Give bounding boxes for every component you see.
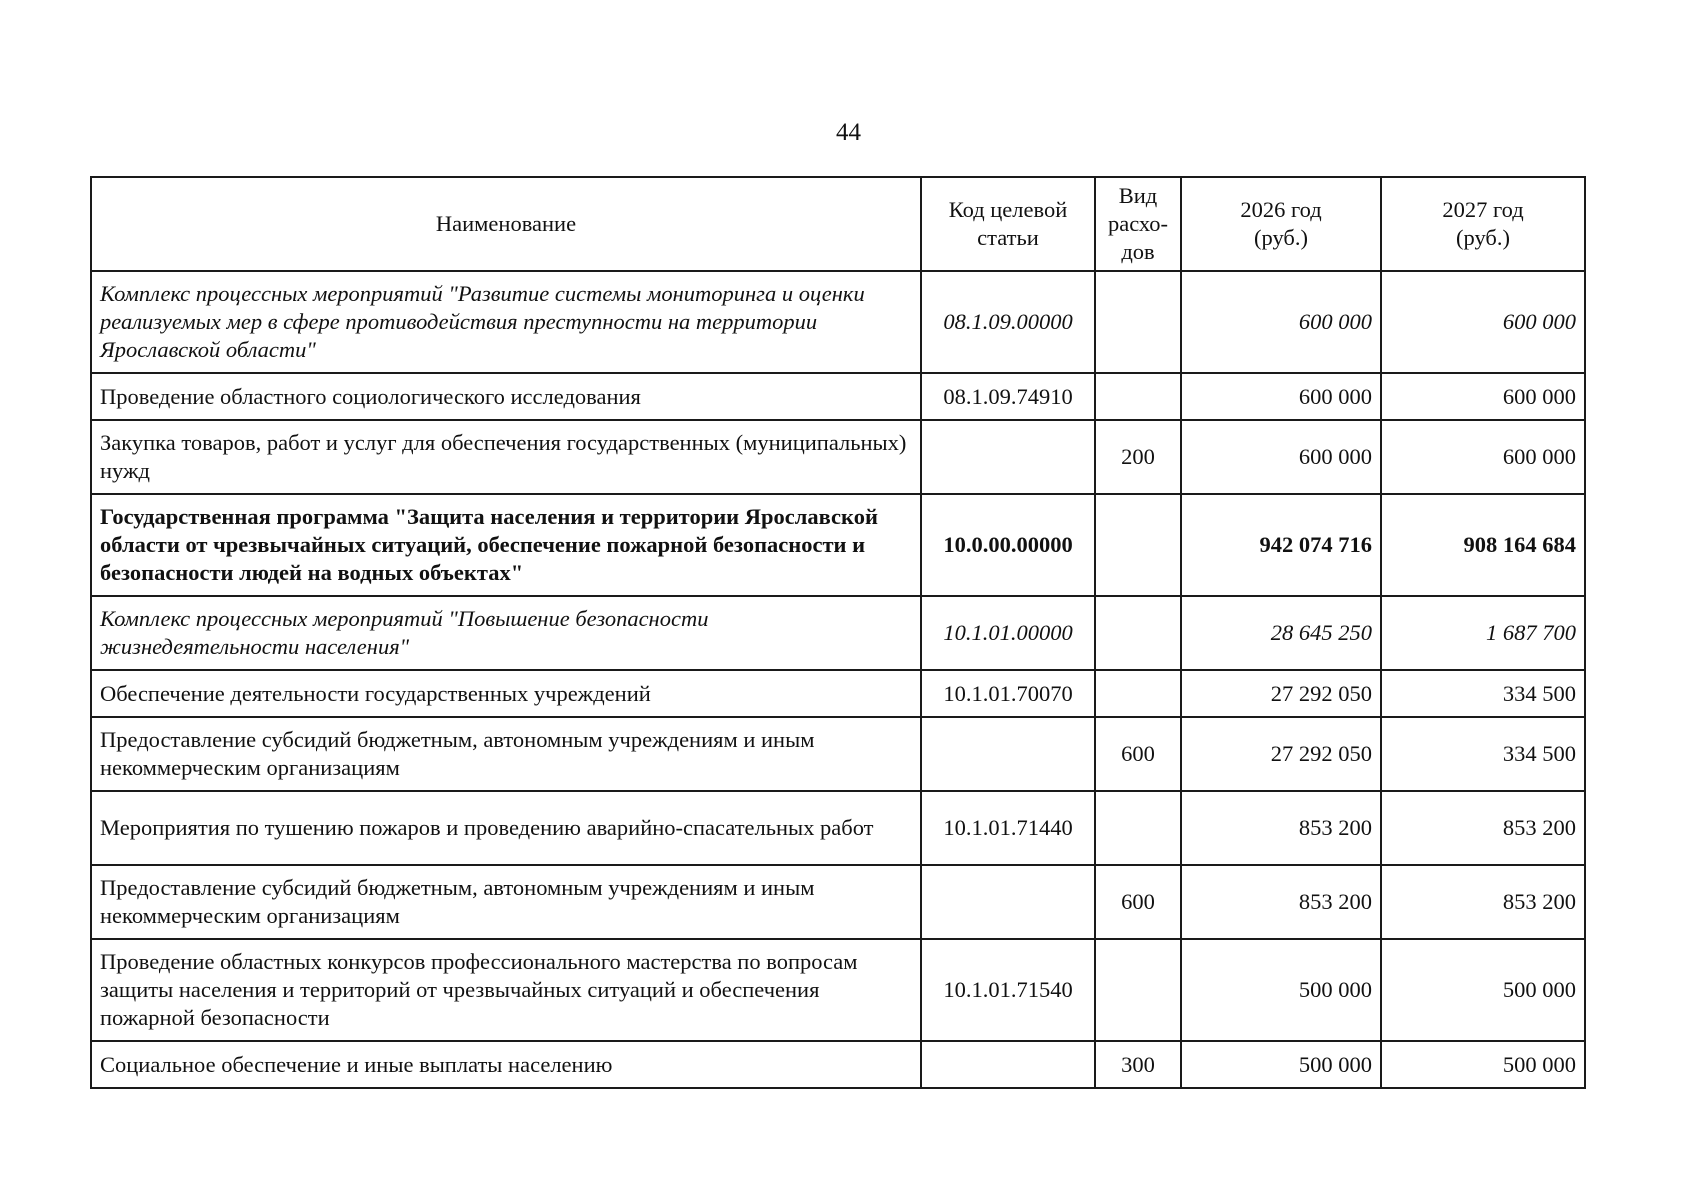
row-code: 10.1.01.71540 <box>921 939 1095 1041</box>
row-2027: 600 000 <box>1381 420 1585 494</box>
header-2026 <box>1181 177 1381 271</box>
row-2026: 600 000 <box>1181 271 1381 373</box>
table-row <box>91 1041 1585 1088</box>
row-name: Социальное обеспечение и иные выплаты населению <box>91 1041 921 1088</box>
row-2027: 600 000 <box>1381 271 1585 373</box>
row-type <box>1095 596 1181 670</box>
header-2027 <box>1381 177 1585 271</box>
row-type: 600 <box>1095 717 1181 791</box>
row-code: 08.1.09.74910 <box>921 373 1095 420</box>
header-code <box>921 177 1095 271</box>
header-2026-text: 2026 год (руб.) <box>1240 197 1322 250</box>
row-2026: 28 645 250 <box>1181 596 1381 670</box>
row-type: 200 <box>1095 420 1181 494</box>
row-type: 300 <box>1095 1041 1181 1088</box>
row-code: 10.1.01.71440 <box>921 791 1095 865</box>
row-type <box>1095 271 1181 373</box>
row-2026: 27 292 050 <box>1181 717 1381 791</box>
row-2026: 500 000 <box>1181 1041 1381 1088</box>
header-code-text: Код целевой статьи <box>948 197 1068 250</box>
row-name: Государственная программа "Защита населения и территории Ярославской области от чрезвычайных ситуаций, обеспечение пожарной безопасности и безопасности людей на водных объектах" <box>91 494 921 596</box>
table-row <box>91 670 1585 717</box>
row-name: Комплекс процессных мероприятий "Развитие системы мониторинга и оценки реализуемых мер в сфере противодействия преступности на территории Ярославской области" <box>91 271 921 373</box>
row-type <box>1095 791 1181 865</box>
row-type <box>1095 670 1181 717</box>
row-name: Проведение областных конкурсов профессионального мастерства по вопросам защиты населения и территорий от чрезвычайных ситуаций и обеспечения пожарной безопасности <box>91 939 921 1041</box>
row-2026: 27 292 050 <box>1181 670 1381 717</box>
row-2027: 334 500 <box>1381 670 1585 717</box>
row-2026: 942 074 716 <box>1181 494 1381 596</box>
table-row <box>91 865 1585 939</box>
row-code: 10.1.01.00000 <box>921 596 1095 670</box>
row-name: Закупка товаров, работ и услуг для обеспечения государственных (муниципальных) нужд <box>91 420 921 494</box>
row-name: Мероприятия по тушению пожаров и проведению аварийно-спасательных работ <box>91 791 921 865</box>
row-code <box>921 717 1095 791</box>
row-2026: 600 000 <box>1181 373 1381 420</box>
row-2027: 908 164 684 <box>1381 494 1585 596</box>
row-2027: 600 000 <box>1381 373 1585 420</box>
table-row <box>91 494 1585 596</box>
header-type-text: Вид расхо-дов <box>1107 183 1169 264</box>
row-2027: 1 687 700 <box>1381 596 1585 670</box>
table-row <box>91 717 1585 791</box>
budget-table <box>90 176 1586 1089</box>
row-2026: 853 200 <box>1181 865 1381 939</box>
row-2026: 500 000 <box>1181 939 1381 1041</box>
row-code <box>921 420 1095 494</box>
row-2026: 853 200 <box>1181 791 1381 865</box>
table-row <box>91 420 1585 494</box>
table-row <box>91 373 1585 420</box>
table-row <box>91 791 1585 865</box>
row-2027: 853 200 <box>1381 791 1585 865</box>
row-code <box>921 865 1095 939</box>
row-name: Комплекс процессных мероприятий "Повышение безопасности жизнедеятельности населения" <box>91 596 921 670</box>
row-code: 10.1.01.70070 <box>921 670 1095 717</box>
row-name: Проведение областного социологического исследования <box>91 373 921 420</box>
row-name: Обеспечение деятельности государственных учреждений <box>91 670 921 717</box>
row-type <box>1095 494 1181 596</box>
row-type <box>1095 939 1181 1041</box>
row-name: Предоставление субсидий бюджетным, автономным учреждениям и иным некоммерческим организациям <box>91 717 921 791</box>
row-type <box>1095 373 1181 420</box>
row-code: 10.0.00.00000 <box>921 494 1095 596</box>
row-2027: 853 200 <box>1381 865 1585 939</box>
table-row <box>91 939 1585 1041</box>
row-2027: 334 500 <box>1381 717 1585 791</box>
row-2027: 500 000 <box>1381 1041 1585 1088</box>
row-code <box>921 1041 1095 1088</box>
table-row <box>91 596 1585 670</box>
row-type: 600 <box>1095 865 1181 939</box>
table-row <box>91 271 1585 373</box>
page-number: 44 <box>836 119 861 146</box>
header-name: Наименование <box>91 177 921 271</box>
table-header-row <box>91 177 1585 271</box>
row-2026: 600 000 <box>1181 420 1381 494</box>
header-2027-text: 2027 год (руб.) <box>1442 197 1524 250</box>
row-2027: 500 000 <box>1381 939 1585 1041</box>
header-type <box>1095 177 1181 271</box>
row-name: Предоставление субсидий бюджетным, автономным учреждениям и иным некоммерческим организациям <box>91 865 921 939</box>
row-code: 08.1.09.00000 <box>921 271 1095 373</box>
